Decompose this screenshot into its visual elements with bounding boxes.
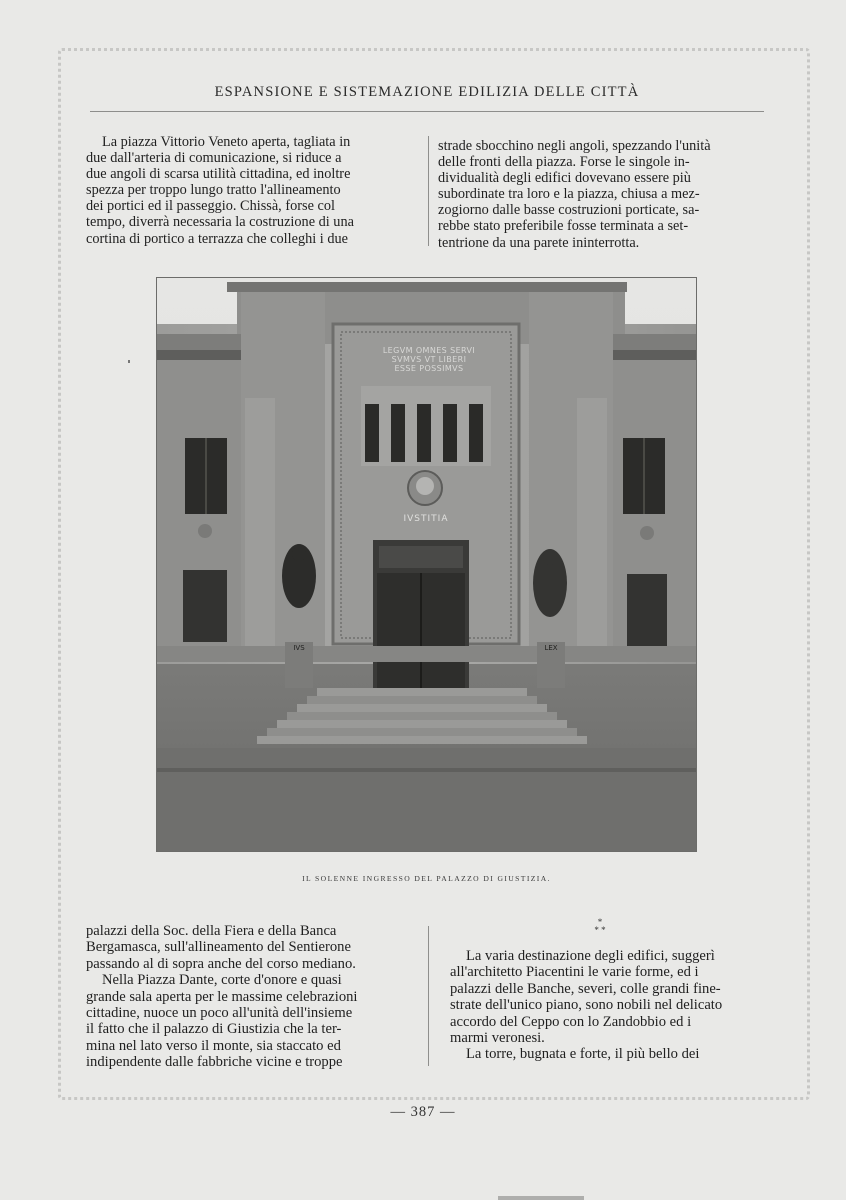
page-number: — 387 — <box>390 1104 456 1120</box>
bottom-right-column <box>450 948 768 1063</box>
scan-artifact <box>498 1196 584 1200</box>
margin-mark <box>128 360 130 363</box>
frieze-inscription: IVSTITIA <box>403 514 449 524</box>
text-line: marmi veronesi. <box>450 1030 545 1047</box>
text-line: passando al di sopra anche del corso mediano. <box>86 955 356 972</box>
text-line: strate dell'unico piano, sono nobili nel delicato <box>450 997 723 1014</box>
top-left-column <box>86 134 419 247</box>
text-line: palazzi delle Banche, severi, colle grandi fine- <box>450 980 721 997</box>
text-line: cortina di portico a terrazza che colleghi i due <box>86 230 348 247</box>
text-line: tempo, diverrà necessaria la costruzione di una <box>86 214 354 231</box>
text-line: spezza per troppo lungo tratto l'allineamento <box>86 182 341 199</box>
inscription-line: SVMVS VT LIBERI <box>391 355 467 364</box>
text-line: indipendente dalle fabbriche vicine e troppe <box>86 1054 343 1071</box>
text-line: La varia destinazione degli edifici, suggerì <box>466 948 715 964</box>
inscription-line: ESSE POSSIMVS <box>394 364 464 373</box>
text-line: dei portici ed il passeggio. Chissà, forse col <box>86 198 335 215</box>
photo-caption: IL SOLENNE INGRESSO DEL PALAZZO DI GIUSTIZIA. <box>302 874 551 883</box>
top-right-column <box>438 138 782 251</box>
inscription-line: LEGVM OMNES SERVI <box>382 346 476 355</box>
right-plinth-inscription: LEX <box>544 644 558 652</box>
asterism-top: * <box>597 917 603 927</box>
text-line: subordinate tra loro e la piazza, chiusa a mez- <box>438 186 700 203</box>
header-rule <box>90 111 764 112</box>
text-line: il fatto che il palazzo di Giustizia che la ter- <box>86 1021 342 1038</box>
bottom-left-column <box>86 923 418 1071</box>
text-line: rebbe stato preferibile fosse terminata a set- <box>438 218 689 235</box>
text-line: palazzi della Soc. della Fiera e della Banca <box>86 923 337 939</box>
text-line: strade sbocchino negli angoli, spezzando l'unità <box>438 138 711 154</box>
column-divider <box>428 926 429 1066</box>
text-line: zogiorno dalle basse costruzioni porticate, sa- <box>438 202 700 219</box>
latin-inscription <box>369 346 489 373</box>
text-line: due dall'arteria di comunicazione, si riduce a <box>86 150 342 167</box>
text-line: cittadine, nuoce un poco all'unità dell'insieme <box>86 1005 353 1022</box>
palace-photograph <box>157 278 696 851</box>
text-line: accordo del Ceppo con lo Zandobbio ed i <box>450 1013 692 1030</box>
running-head: ESPANSIONE E SISTEMAZIONE EDILIZIA DELLE CITTÀ <box>214 84 640 100</box>
text-line: dividualità degli edifici dovevano essere più <box>438 170 691 187</box>
text-line: mina nel lato verso il monte, sia staccato ed <box>86 1037 341 1054</box>
section-asterism <box>580 918 620 934</box>
column-divider <box>428 136 429 246</box>
text-line: tentrione da una parete ininterrotta. <box>438 234 640 251</box>
text-line: delle fronti della piazza. Forse le singole in- <box>438 154 690 171</box>
text-line: all'architetto Piacentini le varie forme, ed i <box>450 964 699 981</box>
left-plinth-inscription: IVS <box>293 644 305 652</box>
text-line: grande sala aperta per le massime celebrazioni <box>86 988 358 1005</box>
text-line: La torre, bugnata e forte, il più bello dei <box>466 1046 700 1063</box>
text-line: La piazza Vittorio Veneto aperta, tagliata in <box>102 134 351 150</box>
text-line: due angoli di scarsa utilità cittadina, ed inoltre <box>86 166 351 183</box>
text-line: Bergamasca, sull'allineamento del Sentierone <box>86 939 351 956</box>
text-line: Nella Piazza Dante, corte d'onore e quasi <box>102 972 342 989</box>
asterism-bottom: * * <box>594 925 606 935</box>
